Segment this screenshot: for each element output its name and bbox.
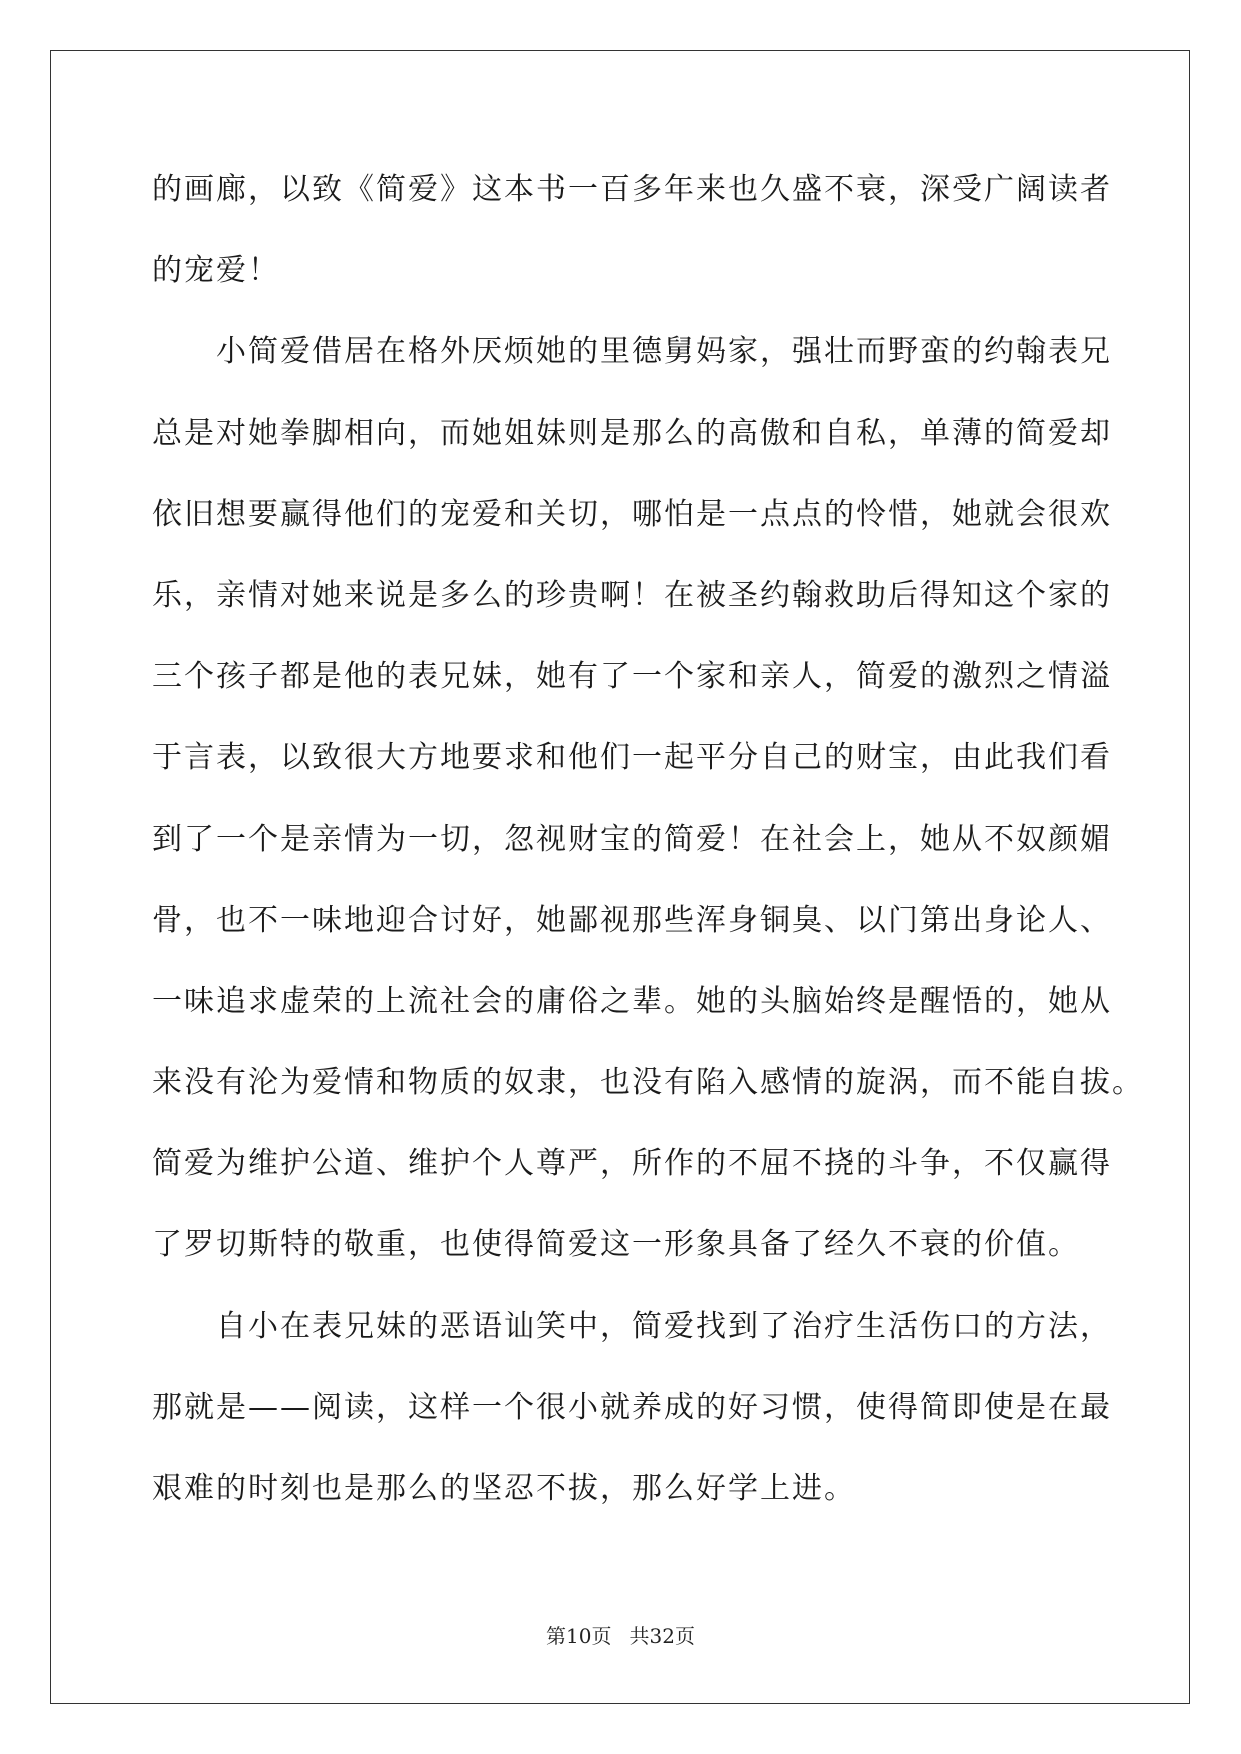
text-line: 了罗切斯特的敬重，也使得简爱这一形象具备了经久不衰的价值。 (152, 1227, 1080, 1263)
text-line: 到了一个是亲情为一切，忽视财宝的简爱！在社会上，她从不奴颜媚 (152, 821, 1112, 857)
text-line: 那就是——阅读，这样一个很小就养成的好习惯，使得简即使是在最 (152, 1389, 1112, 1425)
text-line: 艰难的时刻也是那么的坚忍不拔，那么好学上进。 (152, 1471, 856, 1506)
text-line: 小简爱借居在格外厌烦她的里德舅妈家，强壮而野蛮的约翰表兄 (152, 334, 1112, 370)
text-line: 总是对她拳脚相向，而她姐妹则是那么的高傲和自私，单薄的简爱却 (152, 415, 1112, 451)
text-line: 一味追求虚荣的上流社会的庸俗之辈。她的头脑始终是醒悟的，她从 (152, 983, 1112, 1019)
page-total: 共32页 (629, 1624, 695, 1648)
text-line: 自小在表兄妹的恶语讪笑中，简爱找到了治疗生活伤口的方法， (152, 1308, 1112, 1344)
page-number: 第10页 (546, 1624, 612, 1648)
text-line: 依旧想要赢得他们的宠爱和关切，哪怕是一点点的怜惜，她就会很欢 (152, 496, 1112, 532)
page-footer (0, 1620, 1241, 1649)
text-line: 于言表，以致很大方地要求和他们一起平分自己的财宝，由此我们看 (152, 740, 1112, 776)
text-line: 乐，亲情对她来说是多么的珍贵啊！在被圣约翰救助后得知这个家的 (152, 577, 1112, 613)
document-body (152, 166, 1144, 1546)
text-line: 骨，也不一味地迎合讨好，她鄙视那些浑身铜臭、以门第出身论人、 (152, 902, 1112, 938)
text-line: 三个孩子都是他的表兄妹，她有了一个家和亲人，简爱的激烈之情溢 (152, 659, 1112, 695)
text-line: 的宠爱！ (152, 253, 280, 289)
text-line: 简爱为维护公道、维护个人尊严，所作的不屈不挠的斗争，不仅赢得 (152, 1146, 1112, 1182)
text-line: 来没有沦为爱情和物质的奴隶，也没有陷入感情的旋涡，而不能自拔。 (152, 1065, 1144, 1101)
text-line: 的画廊，以致《简爱》这本书一百多年来也久盛不衰，深受广阔读者 (152, 172, 1112, 207)
